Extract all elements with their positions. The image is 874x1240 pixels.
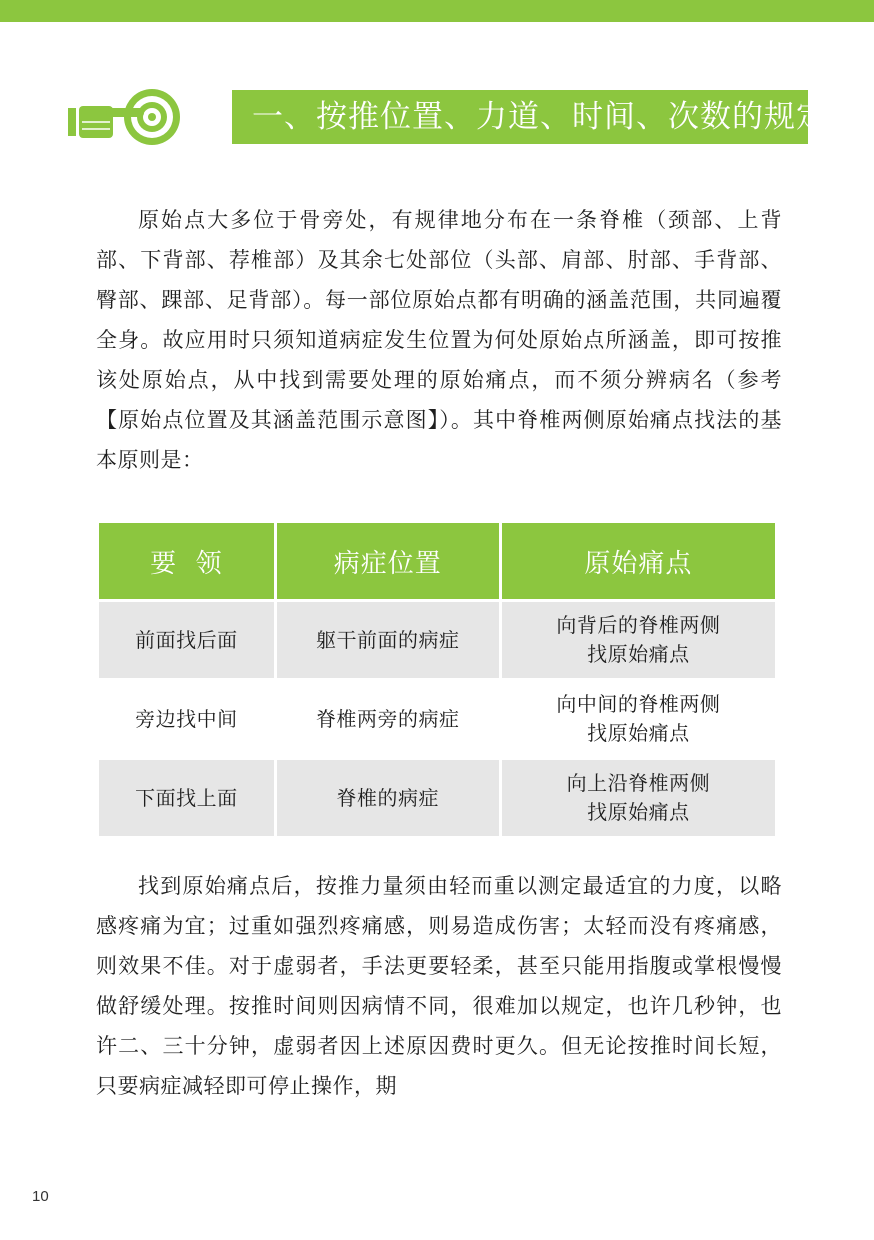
spine-rules-table (96, 520, 778, 839)
pressure-paragraph: 找到原始痛点后，按推力量须由轻而重以测定最适宜的力度，以略感疼痛为宜；过重如强烈疼痛感，则易造成伤害；太轻而没有疼痛感，则效果不佳。对于虚弱者，手法更要轻柔，甚至只能用指腹或掌根慢慢做舒缓处理。按推时间则因病情不同，很难加以规定，也许几秒钟，也许二、三十分钟，虚弱者因上述原因费时更久。但无论按推时间长短，只要病症减轻即可停止操作，期 (96, 874, 782, 1098)
cell-key: 前面找后面 (99, 602, 274, 678)
cell-point-line1: 向背后的脊椎两侧 (556, 613, 721, 637)
cell-position: 脊椎的病症 (277, 760, 499, 836)
cell-point-line2: 找原始痛点 (587, 800, 690, 824)
table-row (99, 602, 775, 678)
header-key: 要 领 (99, 523, 274, 599)
section-title: 一、按推位置、力道、时间、次数的规定 (252, 99, 828, 135)
cell-point-line2: 找原始痛点 (587, 721, 690, 745)
table-header-row (99, 523, 775, 599)
top-accent-bar (0, 0, 874, 22)
cell-point (502, 681, 775, 757)
table-row (99, 681, 775, 757)
cell-key: 下面找上面 (99, 760, 274, 836)
cell-key: 旁边找中间 (99, 681, 274, 757)
cell-point-line1: 向中间的脊椎两侧 (556, 692, 721, 716)
cell-point (502, 760, 775, 836)
table-row (99, 760, 775, 836)
cell-point-line2: 找原始痛点 (587, 642, 690, 666)
intro-paragraph: 原始点大多位于骨旁处，有规律地分布在一条脊椎（颈部、上背部、下背部、荐椎部）及其余七处部位（头部、肩部、肘部、手背部、臀部、踝部、足背部）。每一部位原始点都有明确的涵盖范围，共同遍覆全身。故应用时只须知道病症发生位置为何处原始点所涵盖，即可按推该处原始点，从中找到需要处理的原始痛点，而不须分辨病名（参考【原始点位置及其涵盖范围示意图】）。其中脊椎两侧原始痛点找法的基本原则是： (96, 208, 782, 472)
cell-position: 躯干前面的病症 (277, 602, 499, 678)
section-heading (66, 86, 828, 148)
header-position: 病症位置 (277, 523, 499, 599)
cell-point-line1: 向上沿脊椎两侧 (566, 771, 711, 795)
header-point: 原始痛点 (502, 523, 775, 599)
cell-position: 脊椎两旁的病症 (277, 681, 499, 757)
page-number: 10 (32, 1188, 49, 1205)
cell-point (502, 602, 775, 678)
pointing-hand-target-icon (66, 86, 186, 148)
